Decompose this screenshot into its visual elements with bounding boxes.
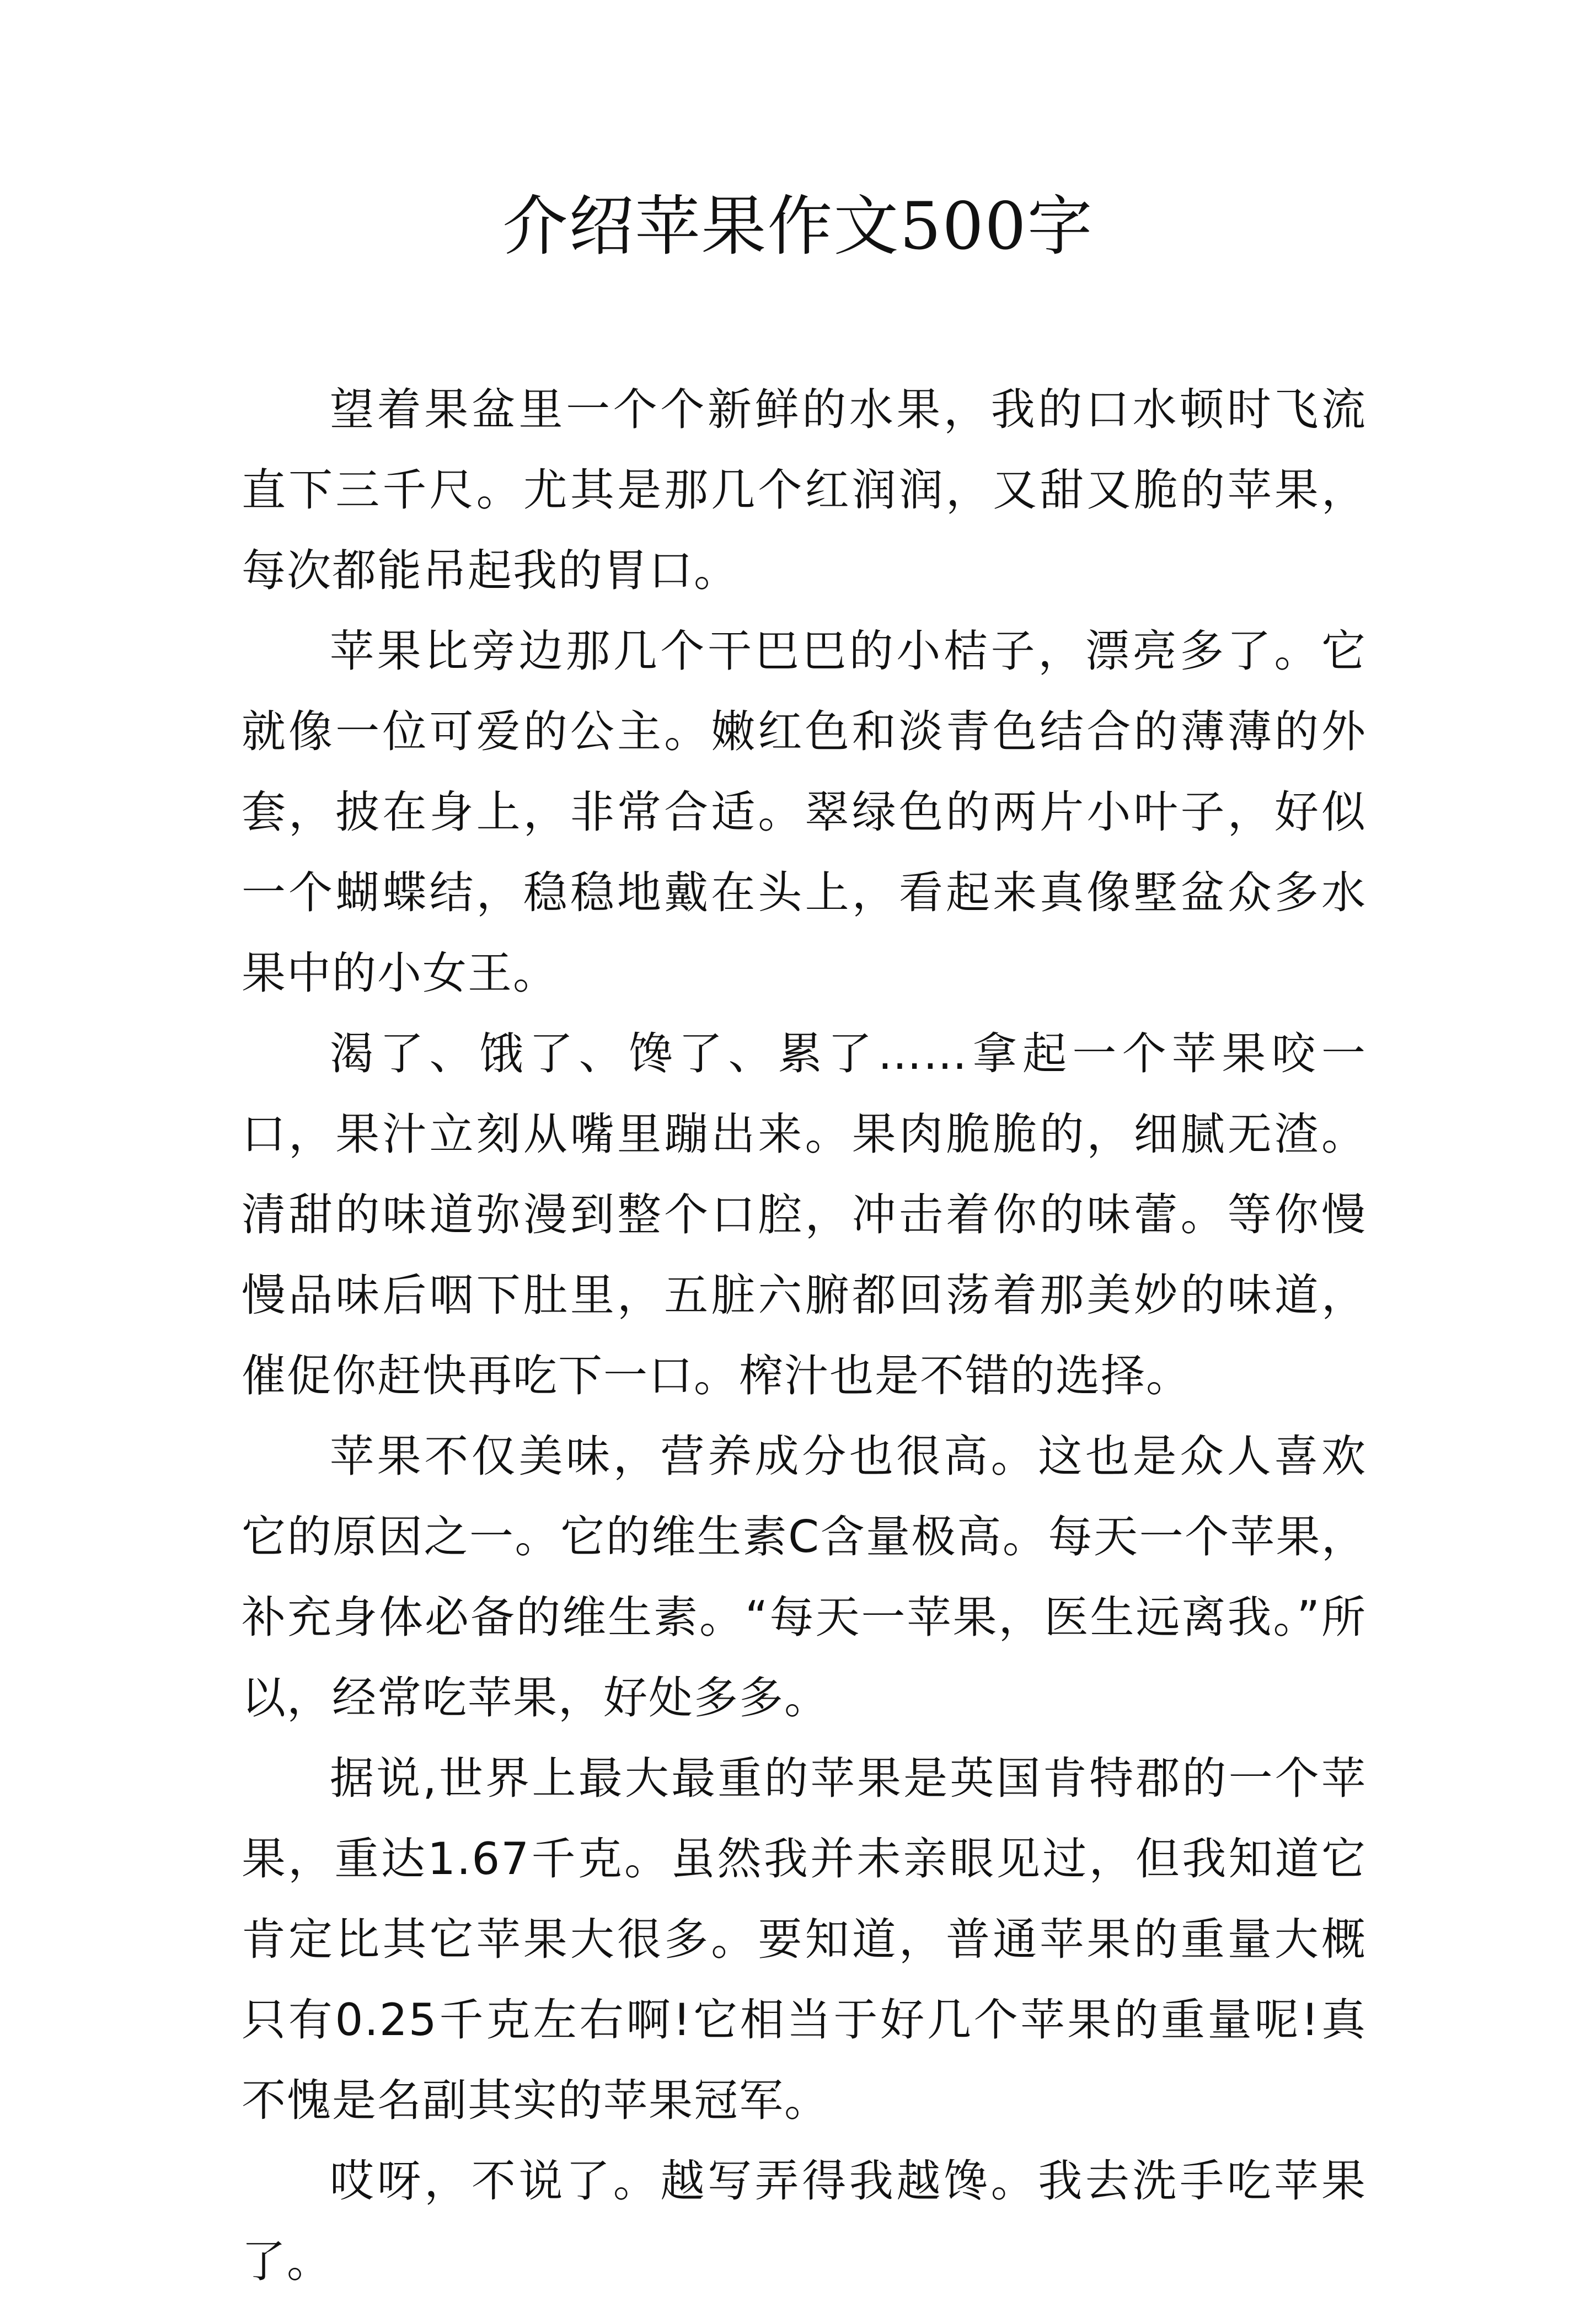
paragraph: 渴了、饿了、馋了、累了……拿起一个苹果咬一口，果汁立刻从嘴里蹦出来。果肉脆脆的，细腻无渣。清甜的味道弥漫到整个口腔，冲击着你的味蕾。等你慢慢品味后咽下肚里，五脏六腑都回荡着那美妙的味道，催促你赶快再吃下一口。榨汁也是不错的选择。 [242,1028,1367,1401]
paragraph: 哎呀，不说了。越写弄得我越馋。我去洗手吃苹果了。 [242,2155,1367,2287]
paragraph: 据说,世界上最大最重的苹果是英国肯特郡的一个苹果，重达1.67千克。虽然我并未亲眼见过，但我知道它肯定比其它苹果大很多。要知道，普通苹果的重量大概只有0.25千克左右啊!它相当于好几个苹果的重量呢!真不愧是名副其实的苹果冠军。 [242,1753,1367,2126]
paragraph: 苹果比旁边那几个干巴巴的小桔子，漂亮多了。它就像一位可爱的公主。嫩红色和淡青色结合的薄薄的外套，披在身上，非常合适。翠绿色的两片小叶子，好似一个蝴蝶结，稳稳地戴在头上，看起来真像墅盆众多水果中的小女王。 [242,625,1367,999]
document-body [242,370,1367,2302]
paragraph: 望着果盆里一个个新鲜的水果，我的口水顿时飞流直下三千尺。尤其是那几个红润润，又甜又脆的苹果，每次都能吊起我的胃口。 [242,384,1367,596]
paragraph: 苹果不仅美味，营养成分也很高。这也是众人喜欢它的原因之一。它的维生素C含量极高。每天一个苹果，补充身体必备的维生素。“每天一苹果，医生远离我。”所以，经常吃苹果，好处多多。 [242,1431,1367,1723]
document-title: 介绍苹果作文500字 [502,188,1094,264]
